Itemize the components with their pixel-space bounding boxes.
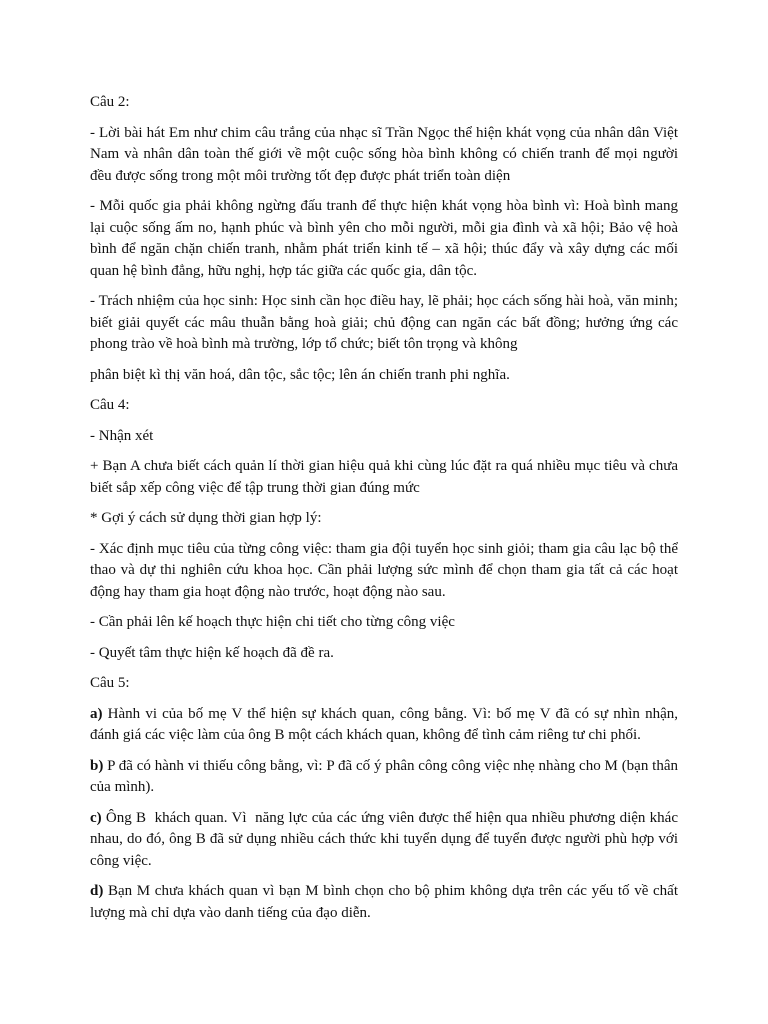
cau5-text-c: Ông B khách quan. Vì năng lực của các ứng viên được thể hiện qua nhiều phương diện khác nhau, do đó, ông B đã sử dụng nhiều cách thức khi tuyển dụng để tuyển được người phù hợp với công việc. — [90, 809, 682, 869]
cau5-item-b — [90, 756, 678, 799]
cau5-label-d: d) — [90, 883, 104, 899]
cau2-paragraph-2: - Mỗi quốc gia phải không ngừng đấu tranh để thực hiện khát vọng hòa bình vì: Hoà bình mang lại cuộc sống ấm no, hạnh phúc và bình yên cho mỗi người, mỗi gia đình và xã hội; Bảo vệ hoà bình để ngăn chặn chiến tranh, nhằm phát triển kinh tế – xã hội; thúc đẩy và xây dựng các mối quan hệ bình đẳng, hữu nghị, hợp tác giữa các quốc gia, dân tộc. — [90, 198, 678, 279]
cau4-goi-y: * Gợi ý cách sử dụng thời gian hợp lý: — [90, 510, 322, 526]
cau4-nhan-xet: - Nhận xét — [90, 427, 154, 444]
cau5-label-a: a) — [90, 705, 103, 722]
cau5-label-b: b) — [90, 757, 104, 774]
cau5-item-d — [90, 881, 678, 924]
cau5-text-b: P đã có hành vi thiếu công bằng, vì: P đã cố ý phân công công việc nhẹ nhàng cho M (bạn thân của mình). — [90, 757, 678, 795]
cau2-paragraph-1: - Lời bài hát Em như chim câu trắng của nhạc sĩ Trần Ngọc thể hiện khát vọng của nhân dân Việt Nam và nhân dân toàn thế giới về một cuộc sống hòa bình không có chiến tranh để mọi người đều được sống trong một môi trường tốt đẹp được phát triển toàn diện — [90, 124, 678, 184]
cau5-item-c — [90, 808, 682, 873]
cau4-paragraph-2: - Xác định mục tiêu của từng công việc: tham gia đội tuyển học sinh giỏi; tham gia câu lạc bộ thể thao và dự thi nghiên cứu khoa học. Cần phải lượng sức mình để chọn tham gia tất cả các hoạt động hay tham gia hoạt động nào trước, hoạt động nào sau. — [90, 540, 678, 600]
cau2-paragraph-4: phân biệt kì thị văn hoá, dân tộc, sắc tộc; lên án chiến tranh phi nghĩa. — [90, 366, 510, 383]
cau5-text-d: Bạn M chưa khách quan vì bạn M bình chọn cho bộ phim không dựa trên các yếu tố về chất lượng mà chỉ dựa vào danh tiếng của đạo diễn. — [90, 883, 678, 921]
cau4-heading: Câu 4: — [90, 397, 130, 413]
cau5-label-c: c) — [90, 809, 102, 826]
cau5-heading: Câu 5: — [90, 675, 130, 691]
cau2-heading: Câu 2: — [90, 94, 130, 110]
cau4-paragraph-3: - Cần phải lên kế hoạch thực hiện chi tiết cho từng công việc — [90, 614, 455, 630]
cau5-item-a — [90, 704, 678, 747]
cau2-paragraph-3: - Trách nhiệm của học sinh: Học sinh cần học điều hay, lẽ phải; học cách sống hài hoà, văn minh; biết giải quyết các mâu thuẫn bằng hoà giải; chủ động can ngăn các bất đồng; hưởng ứng các phong trào về hoà bình mà trường, lớp tổ chức; biết tôn trọng và không — [90, 293, 678, 352]
cau5-text-a: Hành vi của bố mẹ V thể hiện sự khách quan, công bằng. Vì: bố mẹ V đã có sự nhìn nhận, đánh giá các việc làm của ông B một cách khách quan, không để tình cảm riêng tư chi phối. — [90, 705, 678, 743]
cau4-paragraph-4: - Quyết tâm thực hiện kế hoạch đã đề ra. — [90, 644, 334, 661]
cau4-paragraph-1: + Bạn A chưa biết cách quản lí thời gian hiệu quả khi cùng lúc đặt ra quá nhiều mục tiêu và chưa biết sắp xếp công việc để tập trung thời gian đúng mức — [90, 458, 678, 496]
